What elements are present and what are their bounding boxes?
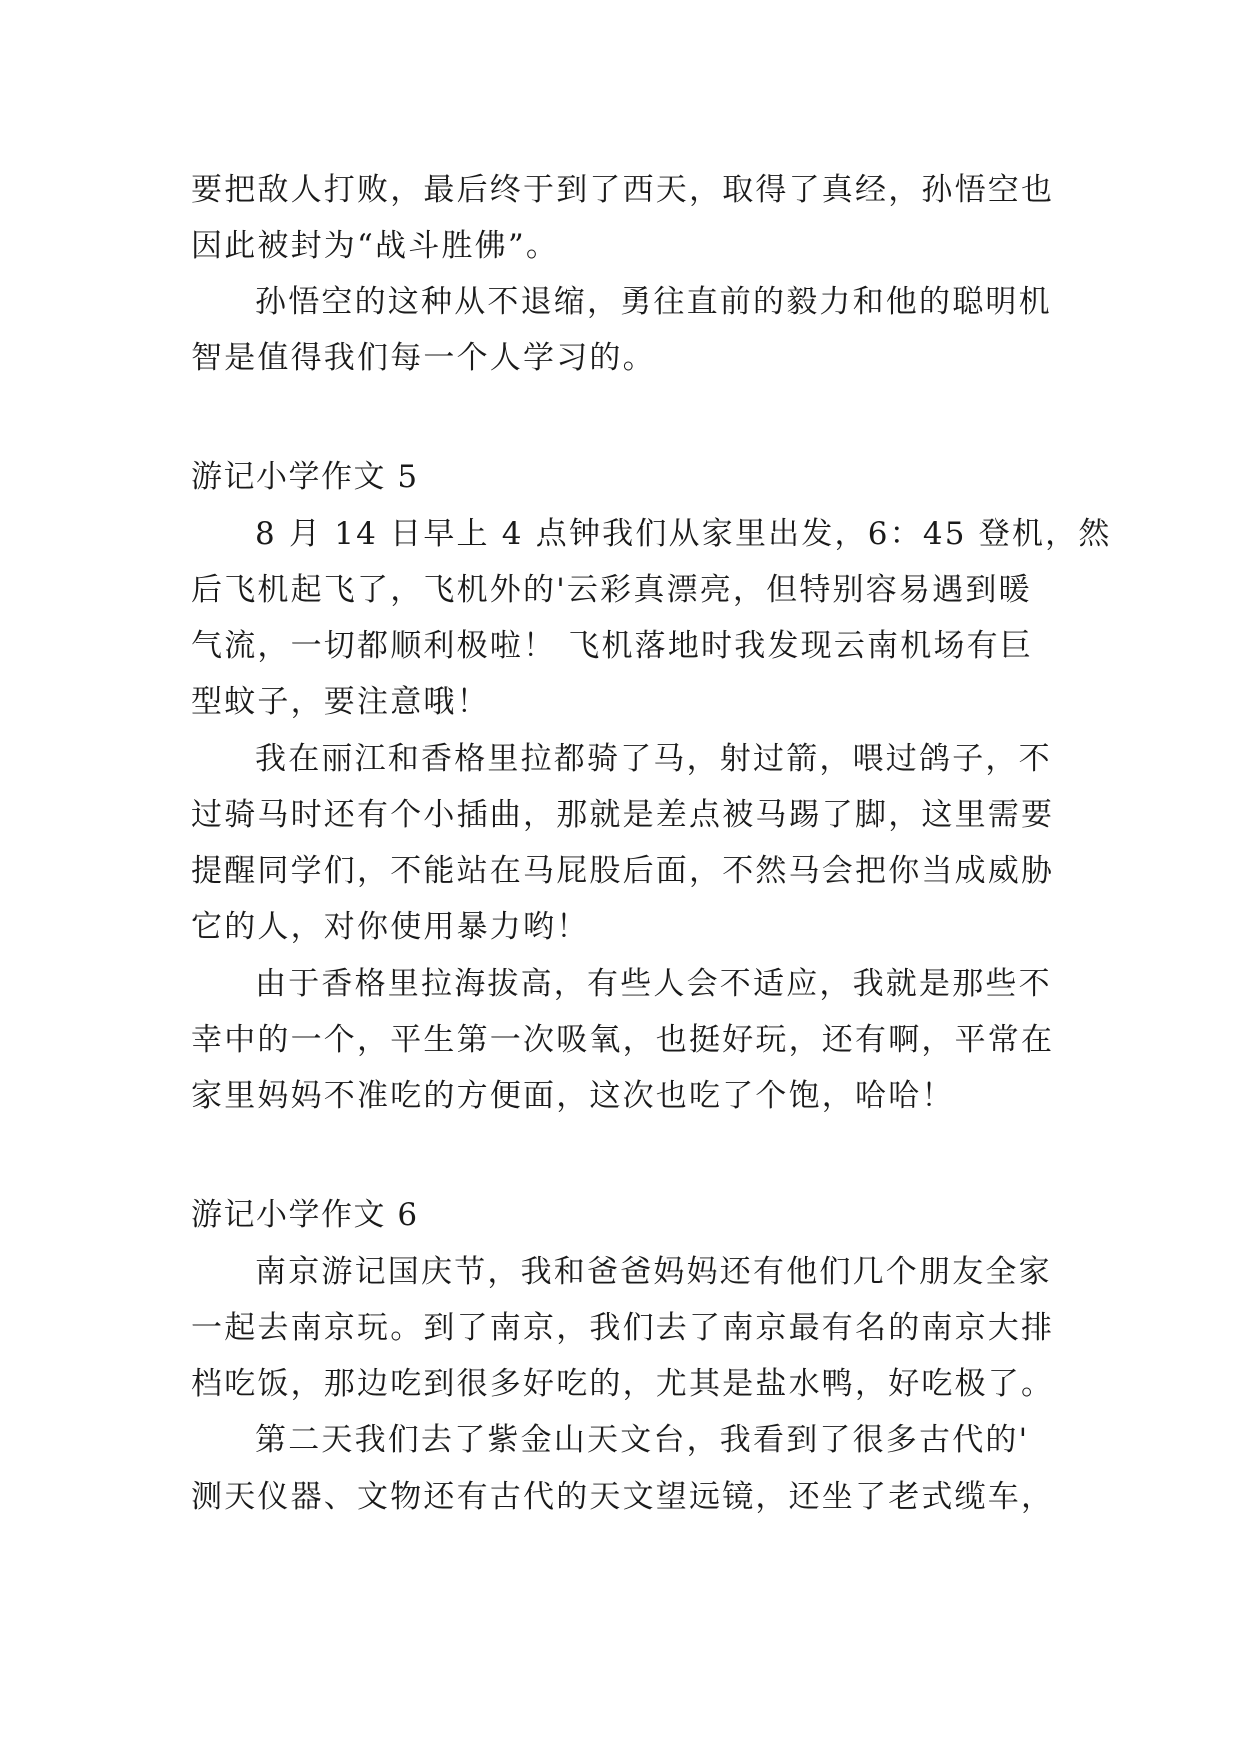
text-line: 型蚊子，要注意哦！ [191, 684, 490, 720]
paragraph-start: 我在丽江和香格里拉都骑了马，射过箭，喂过鸽子，不 [255, 741, 1052, 777]
section-heading: 游记小学作文 5 [191, 459, 419, 495]
section-heading: 游记小学作文 6 [191, 1197, 419, 1233]
text-line: 要把敌人打败，最后终于到了西天，取得了真经，孙悟空也 [191, 172, 1055, 208]
text-line: 它的人，对你使用暴力哟！ [191, 909, 590, 945]
paragraph-start: 8 月 14 日早上 4 点钟我们从家里出发，6：45 登机，然 [255, 516, 1112, 552]
paragraph-start: 第二天我们去了紫金山天文台，我看到了很多古代的' [255, 1422, 1030, 1458]
text-line: 智是值得我们每一个人学习的。 [191, 340, 656, 376]
text-line: 气流，一切都顺利极啦！ 飞机落地时我发现云南机场有巨 [191, 628, 1034, 664]
text-line: 过骑马时还有个小插曲，那就是差点被马踢了脚，这里需要 [191, 797, 1055, 833]
paragraph-start: 孙悟空的这种从不退缩，勇往直前的毅力和他的聪明机 [255, 284, 1052, 320]
text-line: 一起去南京玩。到了南京，我们去了南京最有名的南京大排 [191, 1310, 1055, 1346]
text-line: 后飞机起飞了，飞机外的'云彩真漂亮，但特别容易遇到暖 [191, 572, 1032, 608]
paragraph-start: 南京游记国庆节，我和爸爸妈妈还有他们几个朋友全家 [255, 1254, 1052, 1290]
text-line: 提醒同学们，不能站在马屁股后面，不然马会把你当成威胁 [191, 853, 1055, 889]
text-line: 因此被封为“战斗胜佛”。 [191, 228, 560, 264]
text-line: 家里妈妈不准吃的方便面，这次也吃了个饱，哈哈！ [191, 1078, 955, 1114]
text-line: 幸中的一个，平生第一次吸氧，也挺好玩，还有啊，平常在 [191, 1022, 1055, 1058]
text-line: 档吃饭，那边吃到很多好吃的，尤其是盐水鸭，好吃极了。 [191, 1366, 1055, 1402]
paragraph-start: 由于香格里拉海拔高，有些人会不适应，我就是那些不 [255, 966, 1052, 1002]
text-line: 测天仪器、文物还有古代的天文望远镜，还坐了老式缆车， [191, 1479, 1055, 1515]
